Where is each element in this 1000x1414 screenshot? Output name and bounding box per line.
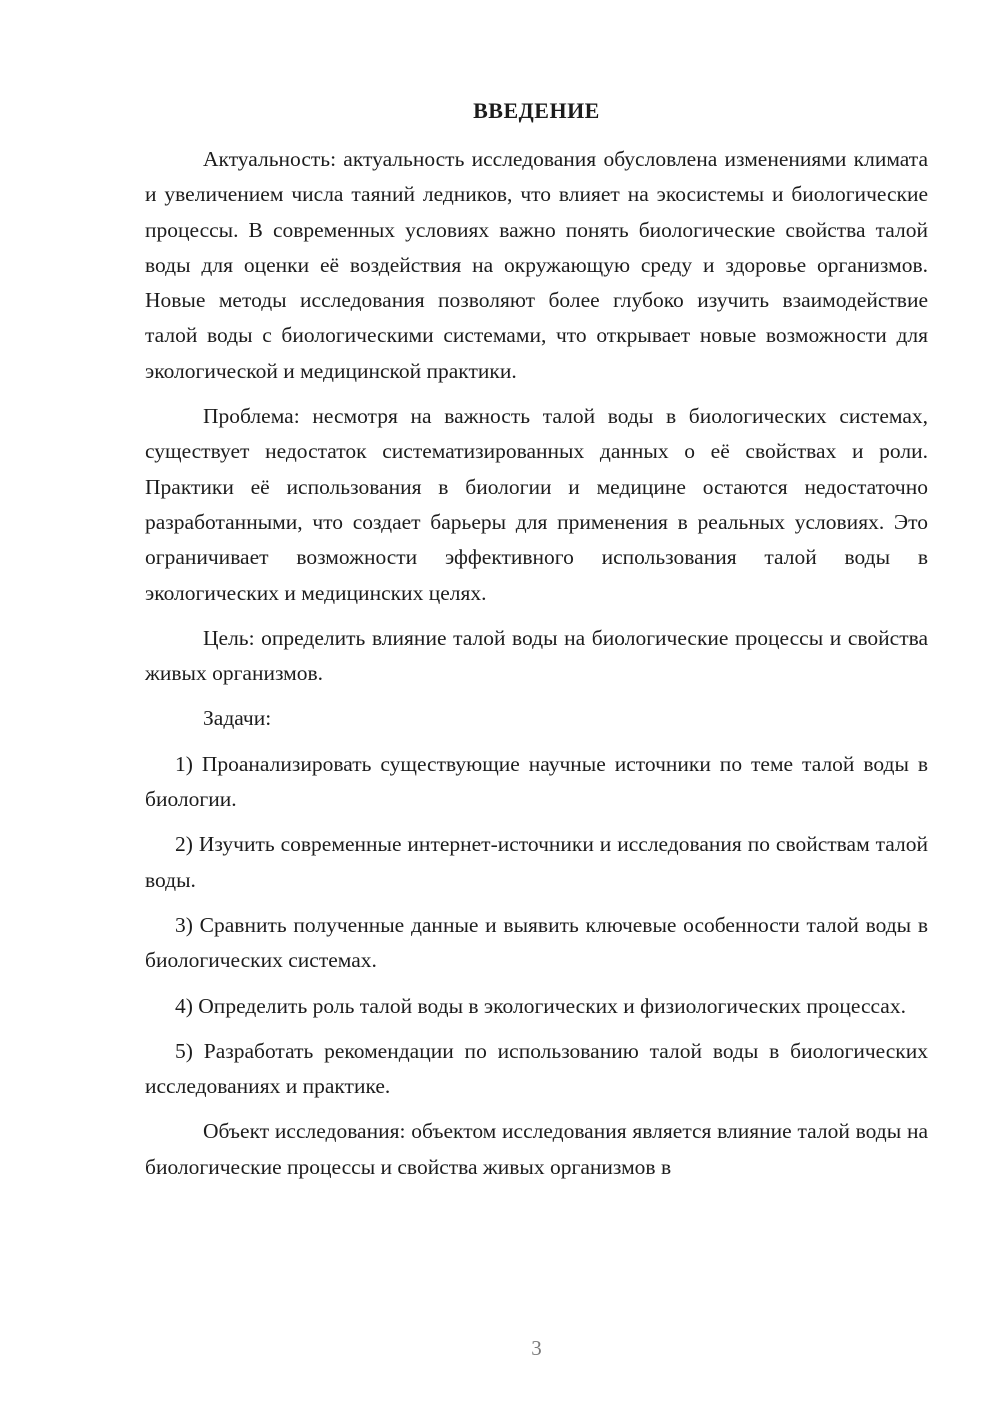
body-text — [145, 142, 928, 1185]
list-item-task-2: 2) Изучить современные интернет-источники и исследования по свойствам талой воды. — [145, 832, 928, 892]
page-heading: ВВЕДЕНИЕ — [473, 98, 600, 123]
paragraph-object: Объект исследования: объектом исследования является влияние талой воды на биологические процессы и свойства живых организмов в — [145, 1119, 928, 1179]
page-number: 3 — [531, 1336, 542, 1360]
paragraph-problem: Проблема: несмотря на важность талой воды в биологических системах, существует недостаток систематизированных данных о её свойствах и роли. Практики её использования в биологии и медицине остаются недостаточно разработанными, что создает барьеры для применения в реальных условиях. Это ограничивает возможности эффективного использования талой воды в экологических и медицинских целях. — [145, 404, 928, 605]
list-item-task-5: 5) Разработать рекомендации по использованию талой воды в биологических исследованиях и практике. — [145, 1038, 928, 1099]
paragraph-goal: Цель: определить влияние талой воды на биологические процессы и свойства живых организмов. — [145, 625, 928, 686]
list-item-task-1: 1) Проанализировать существующие научные источники по теме талой воды в биологии. — [145, 751, 928, 812]
paragraph-relevance: Актуальность: актуальность исследования обусловлена изменениями климата и увеличением числа таяний ледников, что влияет на экосистемы и биологические процессы. В современных условиях важно понять биологические свойства талой воды для оценки её воздействия на окружающую среду и здоровье организмов. Новые методы исследования позволяют более глубоко изучить взаимодействие талой воды с биологическими системами, что открывает новые возможности для экологической и медицинской практики. — [145, 147, 928, 383]
list-item-task-3: 3) Сравнить полученные данные и выявить ключевые особенности талой воды в биологических системах. — [145, 912, 928, 973]
paragraph-tasks-title: Задачи: — [203, 706, 272, 731]
list-item-task-4: 4) Определить роль талой воды в экологических и физиологических процессах. — [175, 993, 906, 1018]
